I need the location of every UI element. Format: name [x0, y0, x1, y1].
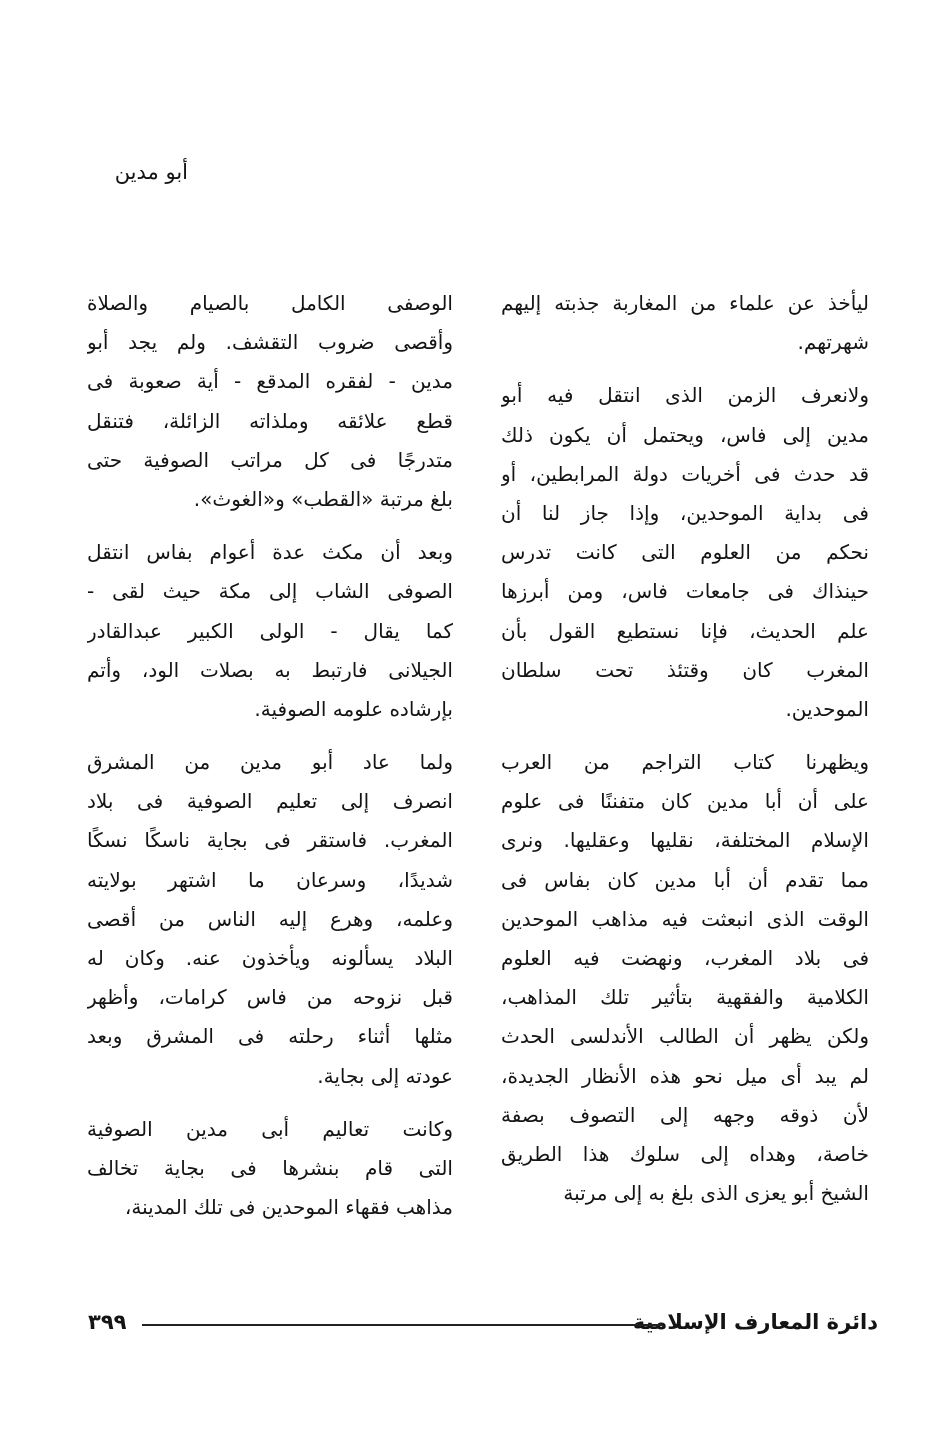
text-line: المغرب كان وقتئذ تحت سلطان: [501, 657, 869, 682]
text-line: ويظهرنا كتاب التراجم من العرب: [501, 750, 869, 775]
text-line: الوقت الذى انبعثت فيه مذاهب الموحدين: [501, 906, 869, 931]
text-line: البلاد يسألونه ويأخذون عنه. وكان له: [87, 946, 453, 970]
text-line: الإسلام المختلفة، نقليها وعقليها. ونرى: [501, 828, 869, 853]
text-line: فى بلاد المغرب، ونهضت فيه العلوم: [501, 946, 869, 970]
text-line: ولما عاد أبو مدين من المشرق: [87, 750, 453, 775]
text-line: الكلامية والفقهية بتأثير تلك المذاهب،: [501, 985, 869, 1010]
text-line: التى قام بنشرها فى بجاية تخالف: [87, 1155, 453, 1180]
page-number: ٣٩٩: [88, 1310, 127, 1334]
text-line: نحكم من العلوم التى كانت تدرس: [501, 540, 869, 565]
text-line: شديدًا، وسرعان ما اشتهر بولايته: [87, 867, 453, 892]
paragraph: [501, 743, 869, 1213]
paragraph: [87, 533, 453, 729]
paragraph: [87, 743, 453, 1096]
paragraph-gap: [87, 519, 453, 533]
text-line: الجيلانى فارتبط به بصلات الود، وأتم: [87, 657, 453, 682]
text-line: قطع علائقه وملذاته الزائلة، فتنقل: [87, 408, 453, 433]
text-line: على أن أبا مدين كان متفننًا فى علوم: [501, 789, 869, 814]
text-line: خاصة، وهداه إلى سلوك هذا الطريق: [501, 1141, 869, 1166]
text-line: بلغ مرتبة «القطب» و«الغوث».: [193, 486, 453, 511]
text-line: ليأخذ عن علماء من المغاربة جذبته إليهم: [501, 291, 869, 315]
paragraph-gap: [87, 729, 453, 743]
text-line: متدرجًا فى كل مراتب الصوفية حتى: [87, 447, 453, 472]
text-line: شهرتهم.: [797, 330, 869, 355]
text-line: وكانت تعاليم أبى مدين الصوفية: [87, 1116, 453, 1141]
text-line: مدين - لفقره المدقع - أية صعوبة فى: [87, 369, 453, 394]
text-line: علم الحديث، فإنا نستطيع القول بأن: [501, 618, 869, 643]
paragraph-gap: [501, 729, 869, 743]
paragraph: [501, 376, 869, 729]
text-line: مذاهب فقهاء الموحدين فى تلك المدينة،: [124, 1195, 453, 1220]
paragraph-gap: [501, 362, 869, 376]
text-line: كما يقال - الولى الكبير عبدالقادر: [87, 618, 453, 643]
text-line: لم يبد أى ميل نحو هذه الأنظار الجديدة،: [501, 1063, 869, 1088]
text-line: الشيخ أبو يعزى الذى بلغ به إلى مرتبة: [563, 1181, 869, 1206]
text-column-left: [87, 284, 453, 1227]
text-column-right: [501, 284, 869, 1213]
text-line: المغرب. فاستقر فى بجاية ناسكًا نسكًا: [87, 828, 453, 853]
text-line: الوصفى الكامل بالصيام والصلاة: [87, 291, 453, 315]
footer-publication-title: دائرة المعارف الإسلامية: [632, 1310, 878, 1334]
text-line: بإرشاده علومه الصوفية.: [254, 696, 453, 721]
paragraph: [501, 284, 869, 362]
text-line: ولانعرف الزمن الذى انتقل فيه أبو: [501, 383, 869, 408]
text-line: مثلها أثناء رحلته فى المشرق وبعد: [87, 1024, 453, 1049]
paragraph: [87, 284, 453, 519]
text-line: مدين إلى فاس، ويحتمل أن يكون ذلك: [501, 422, 869, 447]
text-line: مما تقدم أن أبا مدين كان بفاس فى: [501, 867, 869, 892]
paragraph: [87, 1110, 453, 1228]
text-line: الموحدين.: [785, 696, 869, 721]
text-line: ولكن يظهر أن الطالب الأندلسى الحدث: [501, 1024, 869, 1049]
text-line: فى بداية الموحدين، وإذا جاز لنا أن: [501, 500, 869, 525]
text-line: الصوفى الشاب إلى مكة حيث لقى -: [87, 579, 453, 604]
text-line: انصرف إلى تعليم الصوفية فى بلاد: [87, 789, 453, 814]
text-line: حينذاك فى جامعات فاس، ومن أبرزها: [501, 579, 869, 604]
running-head-title: أبو مدين: [114, 160, 188, 184]
text-line: قد حدث فى أخريات دولة المرابطين، أو: [501, 461, 869, 486]
text-line: وبعد أن مكث عدة أعوام بفاس انتقل: [87, 540, 453, 565]
text-line: قبل نزوحه من فاس كرامات، وأظهر: [87, 985, 453, 1010]
paragraph-gap: [87, 1096, 453, 1110]
footer-rule: [142, 1324, 663, 1326]
page-footer: [88, 1310, 878, 1340]
text-line: وعلمه، وهرع إليه الناس من أقصى: [87, 906, 453, 931]
text-line: لأن ذوقه وجهه إلى التصوف بصفة: [501, 1102, 869, 1127]
text-line: عودته إلى بجاية.: [317, 1063, 453, 1088]
text-line: وأقصى ضروب التقشف. ولم يجد أبو: [87, 330, 453, 355]
